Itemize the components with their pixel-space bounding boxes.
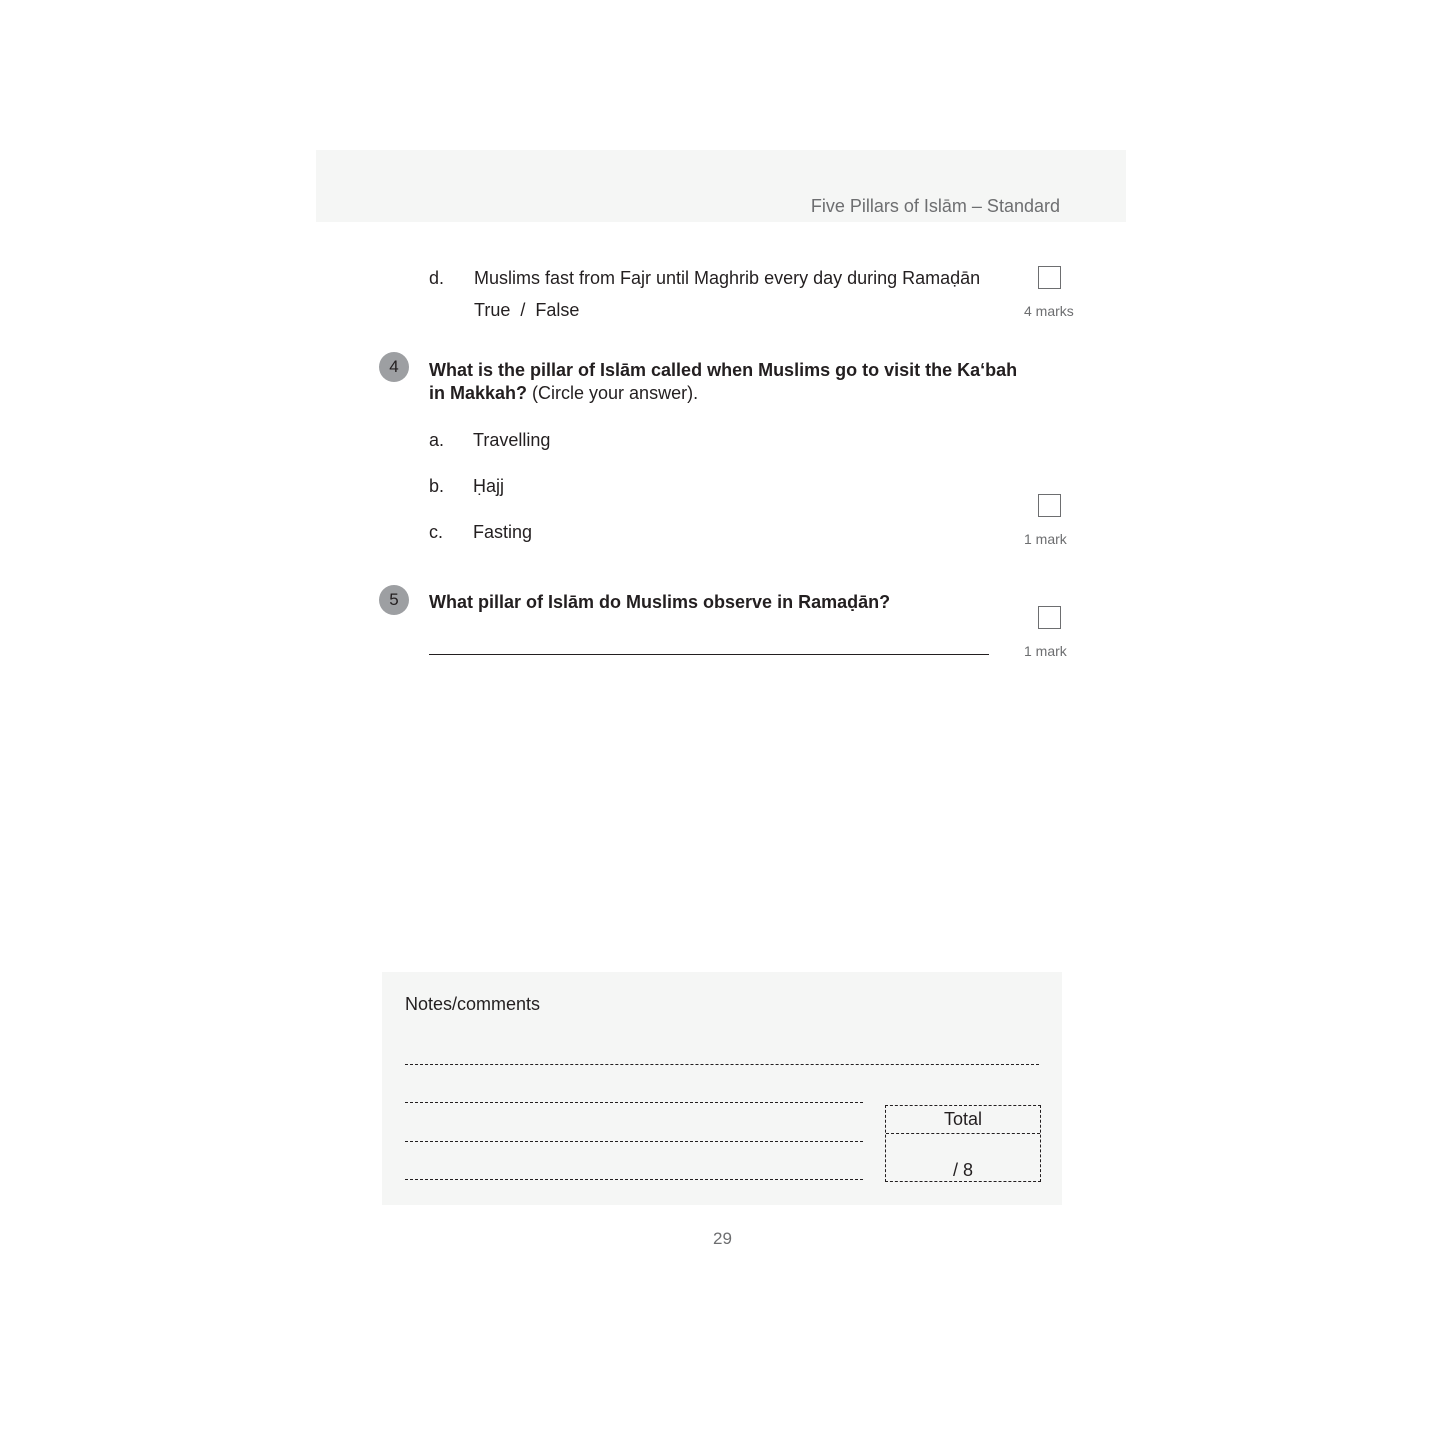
- q3d-true-false-options[interactable]: True / False: [474, 300, 580, 320]
- total-label: Total: [943, 1109, 983, 1129]
- notes-line[interactable]: [405, 1179, 863, 1180]
- q5-answer-line[interactable]: [429, 654, 989, 655]
- q5-question: What pillar of Islām do Muslims observe in Ramaḍān?: [429, 592, 891, 612]
- question-number-badge: 4: [379, 352, 409, 382]
- notes-line[interactable]: [405, 1141, 863, 1142]
- notes-panel: [382, 972, 1062, 1205]
- q4-question-bold-end: in Makkah?: [429, 383, 528, 403]
- q3-mark-box[interactable]: [1038, 266, 1061, 289]
- q5-mark-box[interactable]: [1038, 606, 1061, 629]
- total-divider: [886, 1133, 1040, 1134]
- q4-question-line-1: What is the pillar of Islām called when Muslims go to visit the Ka‘bah: [429, 360, 1018, 380]
- notes-line[interactable]: [405, 1064, 1039, 1065]
- page-number: 29: [713, 1229, 732, 1248]
- q4-option-travelling[interactable]: Travelling: [473, 430, 551, 450]
- q3-marks-label: 4 marks: [1024, 303, 1074, 319]
- q4-option-hajj[interactable]: Ḥajj: [473, 476, 505, 496]
- q4-mark-box[interactable]: [1038, 494, 1061, 517]
- notes-label: Notes/comments: [405, 994, 541, 1014]
- q4-question-line-2: [429, 383, 698, 404]
- q3d-statement: Muslims fast from Fajr until Maghrib every day during Ramaḍān: [474, 268, 981, 288]
- header-band: [316, 150, 1126, 222]
- total-value[interactable]: / 8: [952, 1160, 973, 1180]
- q4-option-letter: a.: [429, 430, 445, 450]
- question-number-badge: 5: [379, 585, 409, 615]
- q5-marks-label: 1 mark: [1024, 643, 1067, 659]
- q4-option-letter: c.: [429, 522, 444, 542]
- header-title: Five Pillars of Islām – Standard: [810, 196, 1060, 216]
- q4-instruction: (Circle your answer).: [527, 383, 699, 403]
- notes-line[interactable]: [405, 1102, 863, 1103]
- q4-marks-label: 1 mark: [1024, 531, 1067, 547]
- total-score-box: [885, 1105, 1041, 1182]
- q4-option-letter: b.: [429, 476, 445, 496]
- q3d-letter: d.: [429, 268, 445, 288]
- q4-option-fasting[interactable]: Fasting: [473, 522, 533, 542]
